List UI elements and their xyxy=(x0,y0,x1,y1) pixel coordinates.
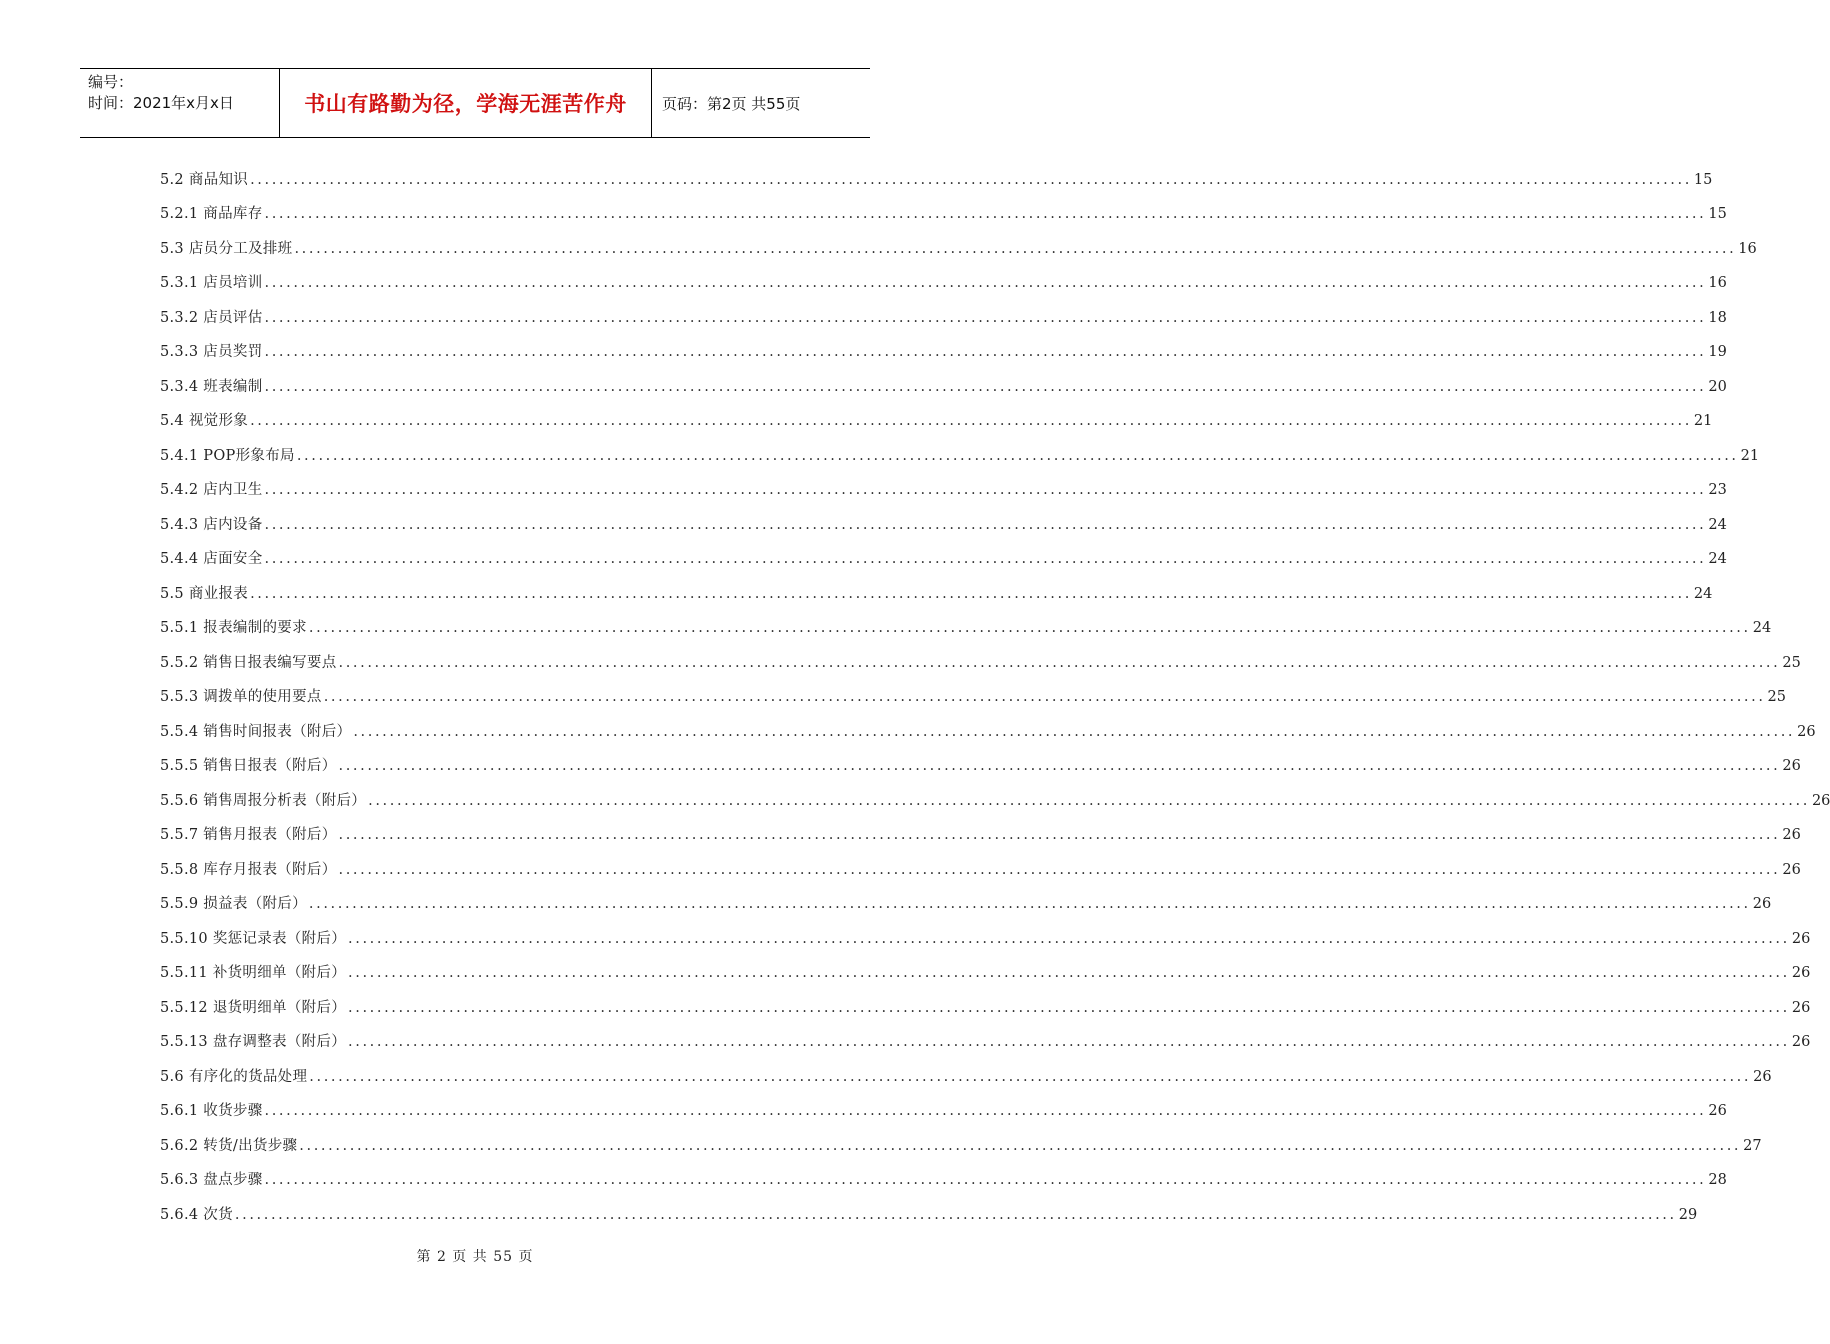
toc-entry-title: 5.5.8 库存月报表（附后） xyxy=(160,861,337,878)
toc-entry-page: 24 xyxy=(1693,585,1713,602)
toc-dot-leader: ........................................................................................................................................................................................................ xyxy=(348,999,1790,1016)
toc-entry-page: 21 xyxy=(1693,413,1713,429)
toc-dot-leader: ........................................................................................................................................................................................................ xyxy=(338,758,1781,774)
toc-entry-page: 24 xyxy=(1708,551,1727,567)
toc-dot-leader: ........................................................................................................................................................................................................ xyxy=(309,1068,1752,1085)
toc-entry[interactable] xyxy=(160,880,1772,915)
toc-dot-leader: ........................................................................................................................................................................................................ xyxy=(348,930,1790,947)
toc-entry-page: 21 xyxy=(1740,447,1760,464)
toc-dot-leader: ........................................................................................................................................................................................................ xyxy=(250,171,1692,188)
toc-entry-title: 5.3.3 店员奖罚 xyxy=(160,344,263,360)
toc-entry-title: 5.3.2 店员评估 xyxy=(160,309,263,326)
toc-dot-leader: ........................................................................................................................................................................................................ xyxy=(250,585,1692,602)
header-meta xyxy=(80,69,280,137)
toc-dot-leader: ........................................................................................................................................................................................................ xyxy=(338,861,1781,878)
toc-entry[interactable] xyxy=(160,569,1713,604)
toc-entry-page: 15 xyxy=(1693,171,1713,188)
toc-dot-leader: ........................................................................................................................................................................................................ xyxy=(348,1034,1790,1050)
toc-entry[interactable] xyxy=(160,949,1811,984)
header-motto-cell xyxy=(280,69,652,137)
toc-dot-leader: ........................................................................................................................................................................................................ xyxy=(264,275,1707,291)
toc-entry[interactable] xyxy=(160,776,1830,811)
toc-dot-leader: ........................................................................................................................................................................................................ xyxy=(294,240,1737,257)
toc-dot-leader: ........................................................................................................................................................................................................ xyxy=(353,723,1796,740)
toc-entry[interactable] xyxy=(160,1190,1698,1225)
toc-entry-title: 5.5.4 销售时间报表（附后） xyxy=(160,723,352,740)
toc-entry[interactable] xyxy=(160,155,1713,190)
toc-entry-page: 28 xyxy=(1708,1172,1727,1188)
toc-entry-title: 5.2 商品知识 xyxy=(160,171,249,188)
toc-entry[interactable] xyxy=(160,673,1786,708)
toc-entry-title: 5.5.3 调拨单的使用要点 xyxy=(160,689,322,705)
toc-dot-leader: ........................................................................................................................................................................................................ xyxy=(250,413,1692,429)
toc-entry[interactable] xyxy=(160,707,1816,742)
toc-entry-page: 16 xyxy=(1708,275,1727,291)
toc-entry[interactable] xyxy=(160,638,1801,673)
toc-entry[interactable] xyxy=(160,1156,1727,1191)
toc-entry-page: 26 xyxy=(1708,1103,1727,1119)
toc-entry-title: 5.6.3 盘点步骤 xyxy=(160,1172,263,1188)
toc-entry-title: 5.3.1 店员培训 xyxy=(160,275,263,291)
toc-entry-page: 25 xyxy=(1782,654,1801,671)
toc-dot-leader: ........................................................................................................................................................................................................ xyxy=(368,792,1810,809)
toc-dot-leader: ........................................................................................................................................................................................................ xyxy=(323,689,1766,705)
page-header xyxy=(80,68,870,138)
toc-dot-leader: ........................................................................................................................................................................................................ xyxy=(264,309,1707,326)
toc-entry[interactable] xyxy=(160,362,1727,397)
toc-entry-page: 23 xyxy=(1708,482,1727,498)
toc-entry-title: 5.5.7 销售月报表（附后） xyxy=(160,827,337,843)
toc-entry-page: 16 xyxy=(1738,240,1757,257)
toc-entry[interactable] xyxy=(160,328,1727,363)
toc-entry-title: 5.5.2 销售日报表编写要点 xyxy=(160,654,337,671)
toc-entry-page: 29 xyxy=(1678,1206,1698,1223)
toc-entry-page: 15 xyxy=(1708,206,1727,222)
toc-entry[interactable] xyxy=(160,259,1727,294)
toc-entry-title: 5.4.4 店面安全 xyxy=(160,551,263,567)
toc-entry-page: 27 xyxy=(1743,1137,1762,1154)
toc-entry-title: 5.4.2 店内卫生 xyxy=(160,482,263,498)
toc-dot-leader: ........................................................................................................................................................................................................ xyxy=(264,516,1707,533)
toc-entry[interactable] xyxy=(160,190,1727,225)
toc-entry[interactable] xyxy=(160,397,1713,432)
toc-dot-leader: ........................................................................................................................................................................................................ xyxy=(308,620,1751,636)
toc-entry[interactable] xyxy=(160,1018,1811,1053)
toc-entry-title: 5.5.1 报表编制的要求 xyxy=(160,620,307,636)
toc-entry-page: 26 xyxy=(1782,827,1801,843)
toc-entry[interactable] xyxy=(160,535,1727,570)
toc-entry[interactable] xyxy=(160,811,1801,846)
toc-entry-page: 24 xyxy=(1708,516,1727,533)
toc-entry-title: 5.4 视觉形象 xyxy=(160,413,249,429)
toc-entry[interactable] xyxy=(160,1087,1727,1122)
toc-entry[interactable] xyxy=(160,914,1811,949)
toc-entry-title: 5.6.2 转货/出货步骤 xyxy=(160,1137,298,1154)
toc-entry-title: 5.5.6 销售周报分析表（附后） xyxy=(160,792,367,809)
page-footer xyxy=(0,1246,950,1266)
header-page-info xyxy=(652,69,870,137)
toc-entry-page: 26 xyxy=(1791,1034,1811,1050)
toc-entry-title: 5.6.1 收货步骤 xyxy=(160,1103,263,1119)
toc-entry[interactable] xyxy=(160,293,1727,328)
toc-dot-leader: ........................................................................................................................................................................................................ xyxy=(296,447,1739,464)
toc-entry-page: 26 xyxy=(1791,999,1811,1016)
toc-dot-leader: ........................................................................................................................................................................................................ xyxy=(348,965,1790,981)
toc-dot-leader: ........................................................................................................................................................................................................ xyxy=(264,206,1707,222)
toc-entry-page: 20 xyxy=(1708,378,1727,395)
toc-entry-title: 5.5.9 损益表（附后） xyxy=(160,896,307,912)
toc-entry[interactable] xyxy=(160,983,1811,1018)
toc-entry-page: 24 xyxy=(1752,620,1772,636)
toc-entry-title: 5.3 店员分工及排班 xyxy=(160,240,293,257)
toc-dot-leader: ........................................................................................................................................................................................................ xyxy=(299,1137,1742,1154)
toc-entry[interactable] xyxy=(160,224,1757,259)
toc-dot-leader: ........................................................................................................................................................................................................ xyxy=(264,344,1707,360)
toc-entry[interactable] xyxy=(160,431,1760,466)
toc-entry-title: 5.5.11 补货明细单（附后） xyxy=(160,965,347,981)
toc-entry[interactable] xyxy=(160,742,1801,777)
toc-dot-leader: ........................................................................................................................................................................................................ xyxy=(264,1103,1707,1119)
toc-entry[interactable] xyxy=(160,1052,1772,1087)
toc-entry-title: 5.5.5 销售日报表（附后） xyxy=(160,758,337,774)
footer-page-number: 第 2 页 共 55 页 xyxy=(416,1249,534,1265)
toc-dot-leader: ........................................................................................................................................................................................................ xyxy=(264,378,1707,395)
time-label: 时间：2021年x月x日 xyxy=(88,94,234,112)
toc-entry-title: 5.6.4 次货 xyxy=(160,1206,233,1223)
toc-entry-title: 5.4.3 店内设备 xyxy=(160,516,263,533)
toc-entry[interactable] xyxy=(160,1121,1762,1156)
toc-entry-page: 25 xyxy=(1767,689,1786,705)
toc-entry-page: 26 xyxy=(1797,723,1816,740)
toc-entry-page: 26 xyxy=(1811,792,1830,809)
toc-entry-page: 26 xyxy=(1791,930,1811,947)
toc-entry[interactable] xyxy=(160,604,1772,639)
toc-entry-page: 26 xyxy=(1752,896,1772,912)
toc-dot-leader: ........................................................................................................................................................................................................ xyxy=(338,654,1781,671)
toc-entry-title: 5.5 商业报表 xyxy=(160,585,249,602)
toc-dot-leader: ........................................................................................................................................................................................................ xyxy=(234,1206,1677,1223)
toc-entry-title: 5.6 有序化的货品处理 xyxy=(160,1068,308,1085)
motto-text: 书山有路勤为径，学海无涯苦作舟 xyxy=(304,92,627,116)
toc-entry[interactable] xyxy=(160,845,1801,880)
toc-entry[interactable] xyxy=(160,500,1727,535)
toc-entry-page: 26 xyxy=(1791,965,1811,981)
toc-entry-title: 5.3.4 班表编制 xyxy=(160,378,263,395)
toc-dot-leader: ........................................................................................................................................................................................................ xyxy=(264,551,1707,567)
toc-dot-leader: ........................................................................................................................................................................................................ xyxy=(338,827,1781,843)
toc-entry-title: 5.5.12 退货明细单（附后） xyxy=(160,999,347,1016)
toc-entry-title: 5.5.13 盘存调整表（附后） xyxy=(160,1034,347,1050)
toc-entry-page: 26 xyxy=(1753,1068,1772,1085)
toc-entry-page: 26 xyxy=(1782,861,1801,878)
toc-dot-leader: ........................................................................................................................................................................................................ xyxy=(264,482,1707,498)
toc-dot-leader: ........................................................................................................................................................................................................ xyxy=(308,896,1751,912)
toc-entry-title: 5.5.10 奖惩记录表（附后） xyxy=(160,930,347,947)
page-info-text: 页码：第2页 共55页 xyxy=(662,94,801,113)
toc-entry[interactable] xyxy=(160,466,1727,501)
table-of-contents xyxy=(160,155,1830,1225)
toc-entry-title: 5.4.1 POP形象布局 xyxy=(160,447,295,464)
toc-entry-title: 5.2.1 商品库存 xyxy=(160,206,263,222)
number-label: 编号： xyxy=(88,73,134,91)
toc-entry-page: 19 xyxy=(1708,344,1727,360)
toc-entry-page: 26 xyxy=(1782,758,1801,774)
toc-entry-page: 18 xyxy=(1708,309,1727,326)
toc-dot-leader: ........................................................................................................................................................................................................ xyxy=(264,1172,1707,1188)
